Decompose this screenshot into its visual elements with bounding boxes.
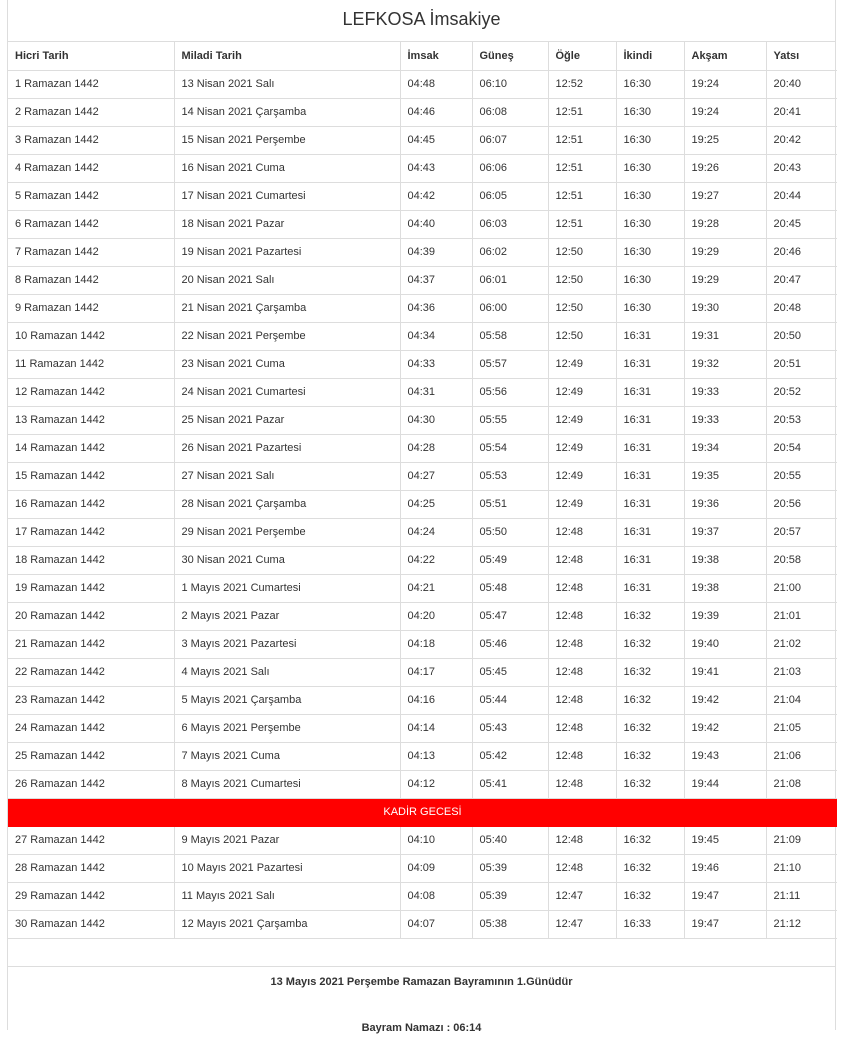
cell-gunes: 06:03 <box>472 210 548 238</box>
cell-yatsi: 21:04 <box>766 686 837 714</box>
cell-ogle: 12:49 <box>548 350 616 378</box>
cell-imsak: 04:48 <box>400 70 472 98</box>
table-row <box>8 238 837 266</box>
cell-miladi-tarih: 21 Nisan 2021 Çarşamba <box>174 294 400 322</box>
cell-gunes: 05:39 <box>472 854 548 882</box>
cell-yatsi: 21:01 <box>766 602 837 630</box>
cell-gunes: 05:40 <box>472 826 548 854</box>
cell-ogle: 12:48 <box>548 630 616 658</box>
cell-imsak: 04:43 <box>400 154 472 182</box>
cell-ogle: 12:50 <box>548 294 616 322</box>
cell-ogle: 12:48 <box>548 742 616 770</box>
cell-imsak: 04:42 <box>400 182 472 210</box>
cell-aksam: 19:47 <box>684 910 766 938</box>
cell-miladi-tarih: 23 Nisan 2021 Cuma <box>174 350 400 378</box>
cell-ikindi: 16:32 <box>616 770 684 798</box>
cell-aksam: 19:27 <box>684 182 766 210</box>
cell-yatsi: 21:10 <box>766 854 837 882</box>
kadir-gecesi-row <box>8 798 837 826</box>
cell-yatsi: 21:11 <box>766 882 837 910</box>
cell-aksam: 19:35 <box>684 462 766 490</box>
cell-imsak: 04:22 <box>400 546 472 574</box>
cell-aksam: 19:24 <box>684 70 766 98</box>
cell-ikindi: 16:31 <box>616 490 684 518</box>
cell-aksam: 19:31 <box>684 322 766 350</box>
cell-imsak: 04:20 <box>400 602 472 630</box>
cell-yatsi: 20:56 <box>766 490 837 518</box>
cell-hicri-tarih: 22 Ramazan 1442 <box>8 658 174 686</box>
cell-ikindi: 16:30 <box>616 182 684 210</box>
table-row <box>8 70 837 98</box>
cell-aksam: 19:46 <box>684 854 766 882</box>
cell-gunes: 05:55 <box>472 406 548 434</box>
table-body-before <box>8 70 837 798</box>
cell-yatsi: 20:55 <box>766 462 837 490</box>
cell-hicri-tarih: 17 Ramazan 1442 <box>8 518 174 546</box>
cell-miladi-tarih: 6 Mayıs 2021 Perşembe <box>174 714 400 742</box>
cell-gunes: 05:45 <box>472 658 548 686</box>
cell-imsak: 04:31 <box>400 378 472 406</box>
table-row <box>8 182 837 210</box>
cell-miladi-tarih: 15 Nisan 2021 Perşembe <box>174 126 400 154</box>
cell-miladi-tarih: 10 Mayıs 2021 Pazartesi <box>174 854 400 882</box>
cell-hicri-tarih: 8 Ramazan 1442 <box>8 266 174 294</box>
cell-miladi-tarih: 9 Mayıs 2021 Pazar <box>174 826 400 854</box>
cell-ogle: 12:48 <box>548 854 616 882</box>
cell-ikindi: 16:32 <box>616 658 684 686</box>
cell-yatsi: 21:00 <box>766 574 837 602</box>
cell-yatsi: 20:44 <box>766 182 837 210</box>
cell-ikindi: 16:32 <box>616 602 684 630</box>
cell-aksam: 19:28 <box>684 210 766 238</box>
cell-imsak: 04:10 <box>400 826 472 854</box>
cell-imsak: 04:45 <box>400 126 472 154</box>
cell-aksam: 19:32 <box>684 350 766 378</box>
table-row <box>8 154 837 182</box>
cell-imsak: 04:21 <box>400 574 472 602</box>
column-header-ikindi: İkindi <box>616 42 684 70</box>
cell-aksam: 19:38 <box>684 574 766 602</box>
cell-hicri-tarih: 28 Ramazan 1442 <box>8 854 174 882</box>
cell-ikindi: 16:30 <box>616 266 684 294</box>
cell-ogle: 12:48 <box>548 518 616 546</box>
cell-aksam: 19:44 <box>684 770 766 798</box>
cell-aksam: 19:29 <box>684 266 766 294</box>
cell-miladi-tarih: 24 Nisan 2021 Cumartesi <box>174 378 400 406</box>
cell-hicri-tarih: 19 Ramazan 1442 <box>8 574 174 602</box>
cell-yatsi: 21:02 <box>766 630 837 658</box>
cell-gunes: 06:10 <box>472 70 548 98</box>
cell-hicri-tarih: 26 Ramazan 1442 <box>8 770 174 798</box>
cell-imsak: 04:46 <box>400 98 472 126</box>
cell-imsak: 04:37 <box>400 266 472 294</box>
cell-imsak: 04:09 <box>400 854 472 882</box>
cell-yatsi: 20:57 <box>766 518 837 546</box>
cell-ikindi: 16:30 <box>616 98 684 126</box>
table-row <box>8 602 837 630</box>
table-header-row <box>8 42 837 70</box>
cell-ogle: 12:49 <box>548 490 616 518</box>
cell-imsak: 04:13 <box>400 742 472 770</box>
cell-miladi-tarih: 11 Mayıs 2021 Salı <box>174 882 400 910</box>
cell-yatsi: 21:05 <box>766 714 837 742</box>
kadir-gecesi-label: KADİR GECESİ <box>8 798 837 826</box>
table-row <box>8 882 837 910</box>
cell-aksam: 19:26 <box>684 154 766 182</box>
table-row <box>8 294 837 322</box>
cell-imsak: 04:16 <box>400 686 472 714</box>
cell-hicri-tarih: 13 Ramazan 1442 <box>8 406 174 434</box>
cell-aksam: 19:43 <box>684 742 766 770</box>
cell-miladi-tarih: 29 Nisan 2021 Perşembe <box>174 518 400 546</box>
cell-gunes: 05:49 <box>472 546 548 574</box>
cell-hicri-tarih: 30 Ramazan 1442 <box>8 910 174 938</box>
cell-hicri-tarih: 15 Ramazan 1442 <box>8 462 174 490</box>
cell-hicri-tarih: 16 Ramazan 1442 <box>8 490 174 518</box>
cell-miladi-tarih: 25 Nisan 2021 Pazar <box>174 406 400 434</box>
cell-hicri-tarih: 9 Ramazan 1442 <box>8 294 174 322</box>
table-row <box>8 462 837 490</box>
cell-ogle: 12:49 <box>548 434 616 462</box>
cell-gunes: 06:02 <box>472 238 548 266</box>
cell-gunes: 06:00 <box>472 294 548 322</box>
cell-imsak: 04:30 <box>400 406 472 434</box>
cell-hicri-tarih: 2 Ramazan 1442 <box>8 98 174 126</box>
cell-imsak: 04:34 <box>400 322 472 350</box>
table-row <box>8 546 837 574</box>
cell-ikindi: 16:31 <box>616 350 684 378</box>
cell-aksam: 19:36 <box>684 490 766 518</box>
column-header-aksam: Akşam <box>684 42 766 70</box>
cell-gunes: 05:41 <box>472 770 548 798</box>
table-row <box>8 658 837 686</box>
cell-ikindi: 16:32 <box>616 854 684 882</box>
cell-gunes: 05:56 <box>472 378 548 406</box>
cell-miladi-tarih: 30 Nisan 2021 Cuma <box>174 546 400 574</box>
cell-ikindi: 16:31 <box>616 434 684 462</box>
cell-imsak: 04:36 <box>400 294 472 322</box>
cell-gunes: 05:46 <box>472 630 548 658</box>
cell-ogle: 12:51 <box>548 154 616 182</box>
cell-aksam: 19:38 <box>684 546 766 574</box>
bayram-note: 13 Mayıs 2021 Perşembe Ramazan Bayramının 1.Günüdür <box>270 975 573 988</box>
cell-hicri-tarih: 29 Ramazan 1442 <box>8 882 174 910</box>
table-row <box>8 126 837 154</box>
table-body-special <box>8 798 837 826</box>
cell-aksam: 19:47 <box>684 882 766 910</box>
cell-miladi-tarih: 8 Mayıs 2021 Cumartesi <box>174 770 400 798</box>
cell-ogle: 12:48 <box>548 546 616 574</box>
cell-ogle: 12:52 <box>548 70 616 98</box>
table-row <box>8 910 837 938</box>
cell-imsak: 04:33 <box>400 350 472 378</box>
cell-yatsi: 20:42 <box>766 126 837 154</box>
cell-ogle: 12:48 <box>548 602 616 630</box>
cell-hicri-tarih: 20 Ramazan 1442 <box>8 602 174 630</box>
cell-gunes: 06:08 <box>472 98 548 126</box>
cell-yatsi: 21:06 <box>766 742 837 770</box>
cell-hicri-tarih: 14 Ramazan 1442 <box>8 434 174 462</box>
table-row <box>8 322 837 350</box>
column-header-miladi: Miladi Tarih <box>174 42 400 70</box>
cell-miladi-tarih: 2 Mayıs 2021 Pazar <box>174 602 400 630</box>
table-row <box>8 686 837 714</box>
table-row <box>8 854 837 882</box>
cell-yatsi: 20:48 <box>766 294 837 322</box>
table-row <box>8 826 837 854</box>
cell-ikindi: 16:32 <box>616 686 684 714</box>
cell-hicri-tarih: 18 Ramazan 1442 <box>8 546 174 574</box>
table-row <box>8 350 837 378</box>
cell-ikindi: 16:31 <box>616 406 684 434</box>
table-row <box>8 630 837 658</box>
cell-ikindi: 16:32 <box>616 826 684 854</box>
cell-imsak: 04:40 <box>400 210 472 238</box>
bayram-prayer-time: Bayram Namazı : 06:14 <box>361 1021 482 1034</box>
cell-aksam: 19:45 <box>684 826 766 854</box>
cell-ikindi: 16:32 <box>616 882 684 910</box>
cell-imsak: 04:12 <box>400 770 472 798</box>
cell-hicri-tarih: 11 Ramazan 1442 <box>8 350 174 378</box>
table-spacer <box>8 939 835 967</box>
cell-aksam: 19:42 <box>684 714 766 742</box>
cell-hicri-tarih: 25 Ramazan 1442 <box>8 742 174 770</box>
cell-hicri-tarih: 7 Ramazan 1442 <box>8 238 174 266</box>
cell-ikindi: 16:32 <box>616 742 684 770</box>
imsakiye-table <box>8 42 837 939</box>
cell-gunes: 05:54 <box>472 434 548 462</box>
column-header-imsak: İmsak <box>400 42 472 70</box>
cell-hicri-tarih: 10 Ramazan 1442 <box>8 322 174 350</box>
cell-ogle: 12:51 <box>548 126 616 154</box>
table-row <box>8 742 837 770</box>
cell-yatsi: 21:08 <box>766 770 837 798</box>
cell-hicri-tarih: 23 Ramazan 1442 <box>8 686 174 714</box>
cell-imsak: 04:14 <box>400 714 472 742</box>
cell-ikindi: 16:31 <box>616 378 684 406</box>
cell-hicri-tarih: 27 Ramazan 1442 <box>8 826 174 854</box>
cell-ogle: 12:47 <box>548 910 616 938</box>
cell-gunes: 06:01 <box>472 266 548 294</box>
cell-imsak: 04:24 <box>400 518 472 546</box>
cell-miladi-tarih: 26 Nisan 2021 Pazartesi <box>174 434 400 462</box>
cell-ogle: 12:51 <box>548 210 616 238</box>
cell-ogle: 12:48 <box>548 714 616 742</box>
table-row <box>8 406 837 434</box>
cell-hicri-tarih: 6 Ramazan 1442 <box>8 210 174 238</box>
cell-ogle: 12:49 <box>548 378 616 406</box>
cell-gunes: 06:07 <box>472 126 548 154</box>
cell-ogle: 12:48 <box>548 574 616 602</box>
cell-ogle: 12:50 <box>548 238 616 266</box>
cell-gunes: 06:06 <box>472 154 548 182</box>
cell-yatsi: 20:46 <box>766 238 837 266</box>
cell-yatsi: 20:50 <box>766 322 837 350</box>
cell-imsak: 04:17 <box>400 658 472 686</box>
cell-aksam: 19:39 <box>684 602 766 630</box>
cell-ikindi: 16:33 <box>616 910 684 938</box>
table-row <box>8 378 837 406</box>
cell-yatsi: 20:53 <box>766 406 837 434</box>
cell-aksam: 19:42 <box>684 686 766 714</box>
cell-miladi-tarih: 12 Mayıs 2021 Çarşamba <box>174 910 400 938</box>
cell-yatsi: 21:03 <box>766 658 837 686</box>
cell-hicri-tarih: 4 Ramazan 1442 <box>8 154 174 182</box>
cell-gunes: 05:38 <box>472 910 548 938</box>
cell-imsak: 04:28 <box>400 434 472 462</box>
cell-yatsi: 20:45 <box>766 210 837 238</box>
cell-gunes: 05:48 <box>472 574 548 602</box>
cell-miladi-tarih: 19 Nisan 2021 Pazartesi <box>174 238 400 266</box>
cell-yatsi: 21:12 <box>766 910 837 938</box>
table-row <box>8 490 837 518</box>
table-row <box>8 434 837 462</box>
imsakiye-panel <box>7 0 836 1034</box>
cell-ikindi: 16:31 <box>616 574 684 602</box>
cell-ikindi: 16:30 <box>616 126 684 154</box>
cell-yatsi: 20:52 <box>766 378 837 406</box>
cell-yatsi: 20:58 <box>766 546 837 574</box>
cell-miladi-tarih: 18 Nisan 2021 Pazar <box>174 210 400 238</box>
cell-gunes: 05:43 <box>472 714 548 742</box>
cell-gunes: 05:42 <box>472 742 548 770</box>
cell-yatsi: 20:41 <box>766 98 837 126</box>
cell-gunes: 06:05 <box>472 182 548 210</box>
cell-miladi-tarih: 13 Nisan 2021 Salı <box>174 70 400 98</box>
cell-ogle: 12:49 <box>548 462 616 490</box>
cell-miladi-tarih: 7 Mayıs 2021 Cuma <box>174 742 400 770</box>
cell-yatsi: 20:43 <box>766 154 837 182</box>
column-header-hicri: Hicri Tarih <box>8 42 174 70</box>
cell-gunes: 05:47 <box>472 602 548 630</box>
cell-miladi-tarih: 22 Nisan 2021 Perşembe <box>174 322 400 350</box>
page-title: LEFKOSA İmsakiye <box>8 0 835 42</box>
cell-aksam: 19:41 <box>684 658 766 686</box>
cell-aksam: 19:33 <box>684 378 766 406</box>
cell-yatsi: 21:09 <box>766 826 837 854</box>
cell-imsak: 04:25 <box>400 490 472 518</box>
cell-ikindi: 16:30 <box>616 210 684 238</box>
cell-miladi-tarih: 3 Mayıs 2021 Pazartesi <box>174 630 400 658</box>
cell-gunes: 05:51 <box>472 490 548 518</box>
cell-imsak: 04:07 <box>400 910 472 938</box>
cell-ikindi: 16:31 <box>616 462 684 490</box>
cell-imsak: 04:08 <box>400 882 472 910</box>
table-row <box>8 770 837 798</box>
column-header-gunes: Güneş <box>472 42 548 70</box>
cell-ogle: 12:49 <box>548 406 616 434</box>
cell-ikindi: 16:30 <box>616 70 684 98</box>
cell-ogle: 12:51 <box>548 182 616 210</box>
cell-ogle: 12:48 <box>548 658 616 686</box>
cell-gunes: 05:53 <box>472 462 548 490</box>
cell-miladi-tarih: 28 Nisan 2021 Çarşamba <box>174 490 400 518</box>
cell-gunes: 05:44 <box>472 686 548 714</box>
cell-ikindi: 16:30 <box>616 238 684 266</box>
cell-imsak: 04:27 <box>400 462 472 490</box>
cell-hicri-tarih: 3 Ramazan 1442 <box>8 126 174 154</box>
cell-miladi-tarih: 17 Nisan 2021 Cumartesi <box>174 182 400 210</box>
cell-yatsi: 20:54 <box>766 434 837 462</box>
cell-aksam: 19:37 <box>684 518 766 546</box>
cell-hicri-tarih: 5 Ramazan 1442 <box>8 182 174 210</box>
cell-miladi-tarih: 5 Mayıs 2021 Çarşamba <box>174 686 400 714</box>
cell-ikindi: 16:31 <box>616 518 684 546</box>
table-row <box>8 574 837 602</box>
cell-ikindi: 16:31 <box>616 546 684 574</box>
column-header-ogle: Öğle <box>548 42 616 70</box>
cell-aksam: 19:25 <box>684 126 766 154</box>
cell-ogle: 12:48 <box>548 686 616 714</box>
cell-miladi-tarih: 20 Nisan 2021 Salı <box>174 266 400 294</box>
cell-yatsi: 20:47 <box>766 266 837 294</box>
cell-gunes: 05:58 <box>472 322 548 350</box>
cell-ogle: 12:47 <box>548 882 616 910</box>
cell-hicri-tarih: 1 Ramazan 1442 <box>8 70 174 98</box>
cell-ogle: 12:48 <box>548 826 616 854</box>
cell-miladi-tarih: 1 Mayıs 2021 Cumartesi <box>174 574 400 602</box>
cell-miladi-tarih: 27 Nisan 2021 Salı <box>174 462 400 490</box>
cell-miladi-tarih: 16 Nisan 2021 Cuma <box>174 154 400 182</box>
cell-hicri-tarih: 21 Ramazan 1442 <box>8 630 174 658</box>
table-row <box>8 518 837 546</box>
cell-ogle: 12:48 <box>548 770 616 798</box>
cell-ikindi: 16:32 <box>616 630 684 658</box>
cell-gunes: 05:57 <box>472 350 548 378</box>
table-row <box>8 210 837 238</box>
table-row <box>8 714 837 742</box>
cell-gunes: 05:50 <box>472 518 548 546</box>
cell-yatsi: 20:51 <box>766 350 837 378</box>
table-body-after <box>8 826 837 938</box>
cell-aksam: 19:24 <box>684 98 766 126</box>
cell-ikindi: 16:31 <box>616 322 684 350</box>
cell-gunes: 05:39 <box>472 882 548 910</box>
table-row <box>8 98 837 126</box>
column-header-yatsi: Yatsı <box>766 42 837 70</box>
cell-aksam: 19:30 <box>684 294 766 322</box>
cell-ogle: 12:50 <box>548 266 616 294</box>
cell-ikindi: 16:30 <box>616 294 684 322</box>
cell-ikindi: 16:30 <box>616 154 684 182</box>
cell-imsak: 04:18 <box>400 630 472 658</box>
cell-imsak: 04:39 <box>400 238 472 266</box>
cell-hicri-tarih: 12 Ramazan 1442 <box>8 378 174 406</box>
table-row <box>8 266 837 294</box>
cell-hicri-tarih: 24 Ramazan 1442 <box>8 714 174 742</box>
cell-ikindi: 16:32 <box>616 714 684 742</box>
cell-ogle: 12:51 <box>548 98 616 126</box>
cell-aksam: 19:33 <box>684 406 766 434</box>
cell-aksam: 19:34 <box>684 434 766 462</box>
cell-yatsi: 20:40 <box>766 70 837 98</box>
cell-miladi-tarih: 4 Mayıs 2021 Salı <box>174 658 400 686</box>
cell-ogle: 12:50 <box>548 322 616 350</box>
cell-aksam: 19:29 <box>684 238 766 266</box>
cell-aksam: 19:40 <box>684 630 766 658</box>
cell-miladi-tarih: 14 Nisan 2021 Çarşamba <box>174 98 400 126</box>
